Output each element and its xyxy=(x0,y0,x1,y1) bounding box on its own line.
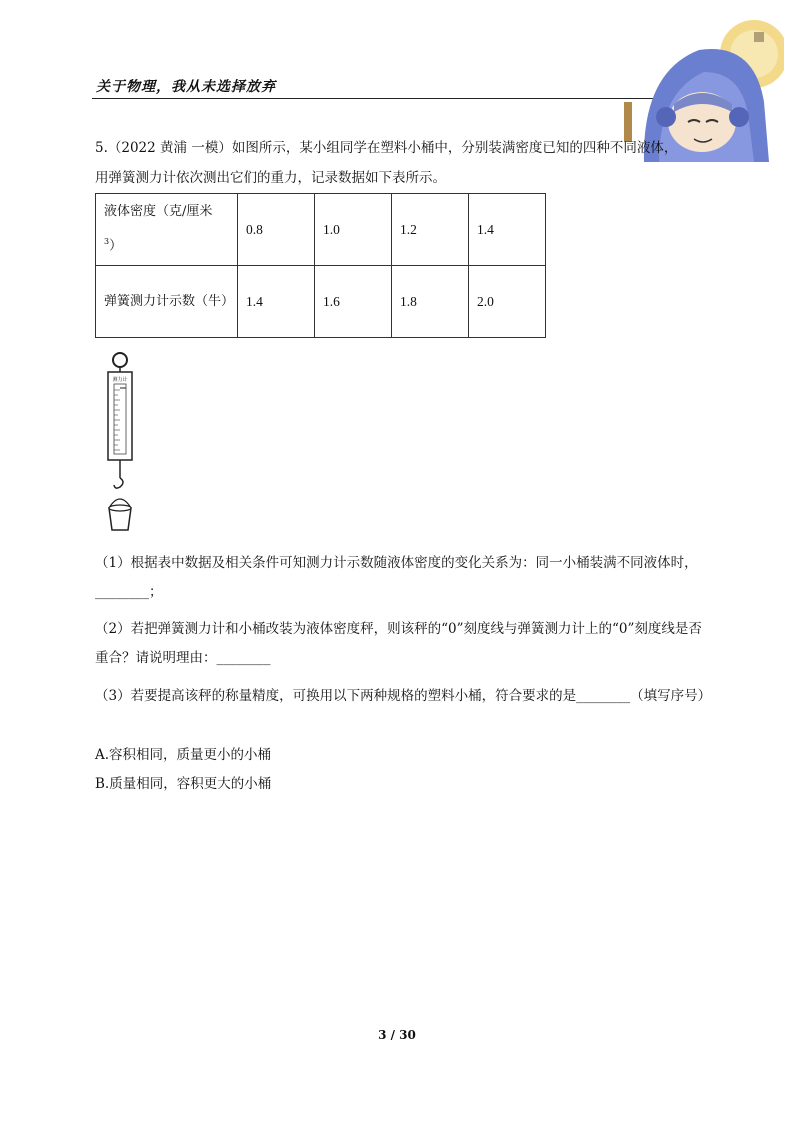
table-cell: 1.2 xyxy=(392,194,469,266)
table-cell: 1.6 xyxy=(315,266,392,338)
option-a: A.容积相同，质量更小的小桶 xyxy=(95,747,272,763)
table-row-header xyxy=(96,194,238,266)
table-row xyxy=(96,266,546,338)
density-unit-superscript: 3 xyxy=(104,237,110,247)
sub-question-3: （3）若要提高该秤的称量精度，可换用以下两种规格的塑料小桶，符合要求的是________（填写序号） xyxy=(95,688,712,704)
page-number: 3 / 30 xyxy=(378,1028,416,1042)
header-title: 关于物理，我从未选择放弃 xyxy=(96,79,276,95)
sub-question-1: （1）根据表中数据及相关条件可知测力计示数随液体密度的变化关系为：同一小桶装满不同液体时，________； xyxy=(95,555,698,600)
table-cell: 1.4 xyxy=(238,266,315,338)
density-label-end: ） xyxy=(109,238,123,254)
table-cell: 0.8 xyxy=(238,194,315,266)
option-b: B.质量相同，容积更大的小桶 xyxy=(95,776,272,792)
question-stem-line1: 5.（2022 黄浦 一模）如图所示，某小组同学在塑料小桶中，分别装满密度已知的四种不同液体， xyxy=(95,140,678,156)
scale-label: 测力计 xyxy=(112,377,128,383)
density-label: 液体密度（克/厘米 xyxy=(104,204,213,220)
data-table xyxy=(95,193,546,338)
spring-scale-bucket-figure xyxy=(100,350,140,540)
table-cell: 1.0 xyxy=(315,194,392,266)
table-cell: 2.0 xyxy=(469,266,546,338)
table-row-header: 弹簧测力计示数（牛） xyxy=(96,266,238,338)
table-cell: 1.4 xyxy=(469,194,546,266)
question-stem-line2: 用弹簧测力计依次测出它们的重力，记录数据如下表所示。 xyxy=(95,170,446,186)
table-row xyxy=(96,194,546,266)
sub-question-2: （2）若把弹簧测力计和小桶改装为液体密度秤，则该秤的“0”刻度线与弹簧测力计上的“0”刻度线是否重合？请说明理由：________ xyxy=(95,621,702,666)
table-cell: 1.8 xyxy=(392,266,469,338)
